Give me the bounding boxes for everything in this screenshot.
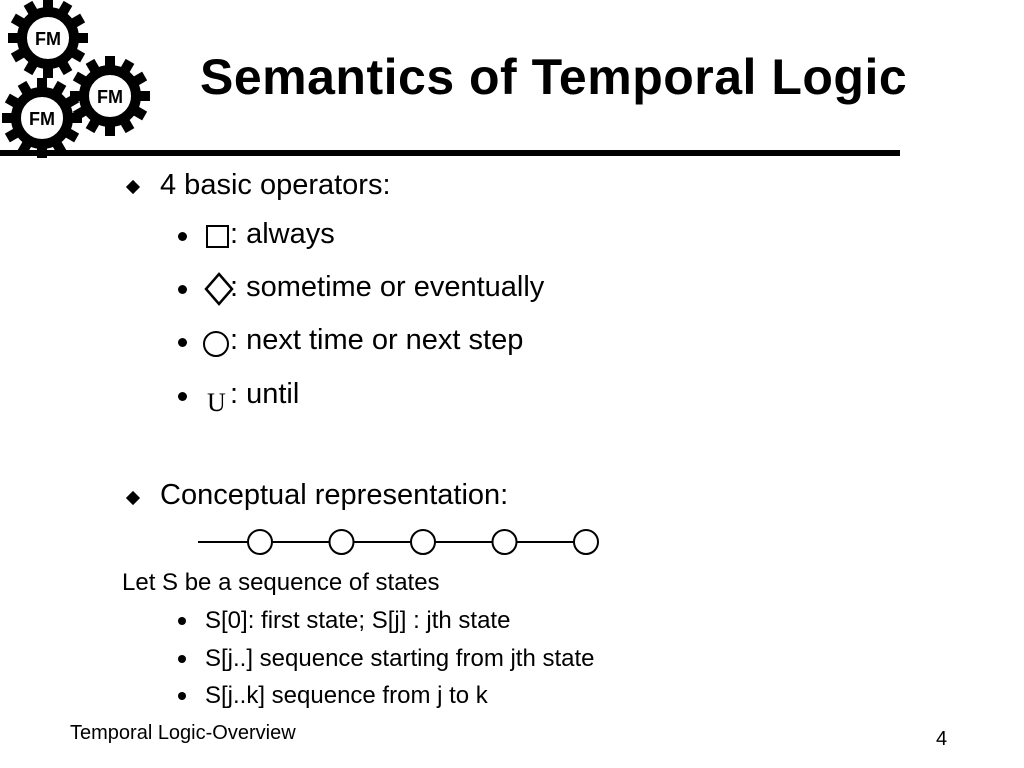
bullet-dot-icon — [178, 338, 187, 347]
operator-next-label: : next time or next step — [230, 324, 524, 356]
always-box-icon — [206, 225, 229, 248]
slide-title: Semantics of Temporal Logic — [200, 49, 908, 105]
state-sequence-diagram — [196, 526, 606, 558]
logo-text: FM — [29, 109, 55, 129]
title-divider — [0, 150, 900, 156]
bullet-dot-icon — [178, 392, 187, 401]
fm-gears-logo — [0, 0, 160, 160]
sequence-intro: Let S be a sequence of states — [122, 569, 440, 596]
sequence-item: S[0]: first state; S[j] : jth state — [205, 607, 511, 634]
bullet-dot-icon — [178, 655, 186, 663]
next-circle-icon — [203, 331, 229, 357]
operator-eventually-label: : sometime or eventually — [230, 271, 545, 303]
operator-until-label: : until — [230, 378, 300, 410]
operators-heading: 4 basic operators: — [160, 169, 391, 201]
bullet-dot-icon — [178, 285, 187, 294]
sequence-item: S[j..k] sequence from j to k — [205, 682, 488, 709]
diamond-bullet-icon — [126, 491, 140, 505]
state-node — [248, 530, 272, 554]
bullet-dot-icon — [178, 617, 186, 625]
footer-title: Temporal Logic-Overview — [70, 722, 296, 744]
page-number: 4 — [936, 728, 948, 750]
state-node — [411, 530, 435, 554]
operator-always-label: : always — [230, 218, 335, 250]
diamond-bullet-icon — [126, 180, 140, 194]
state-node — [330, 530, 354, 554]
state-node — [574, 530, 598, 554]
representation-heading: Conceptual representation: — [160, 479, 509, 511]
sequence-item: S[j..] sequence starting from jth state — [205, 645, 595, 672]
logo-text: FM — [35, 29, 61, 49]
logo-text: FM — [97, 87, 123, 107]
until-u-icon: U — [207, 388, 226, 417]
state-node — [493, 530, 517, 554]
bullet-dot-icon — [178, 692, 186, 700]
bullet-dot-icon — [178, 232, 187, 241]
